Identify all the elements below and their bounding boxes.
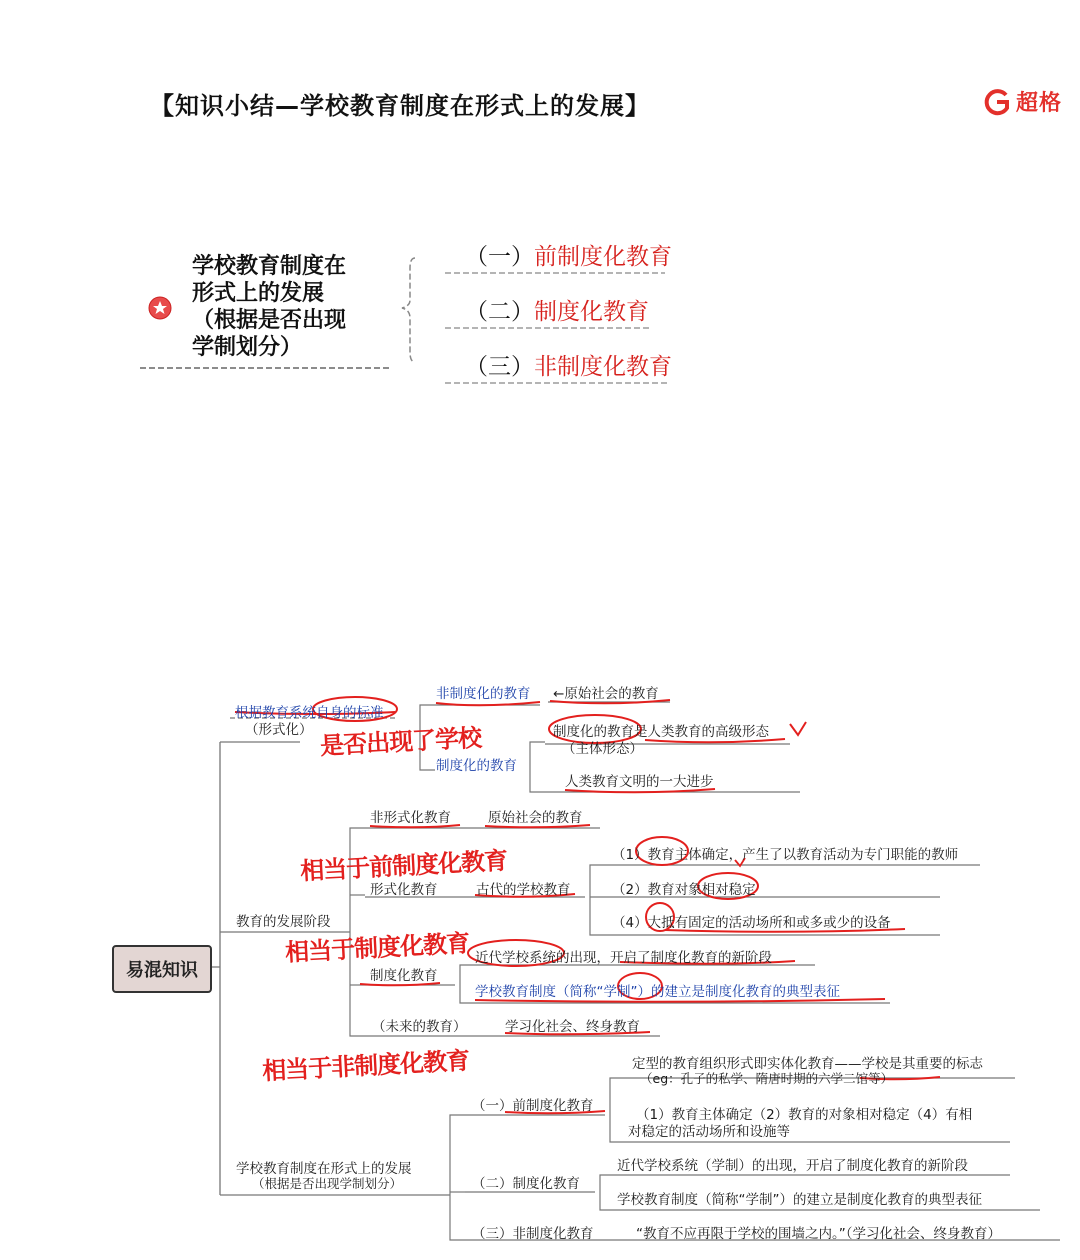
b3-non-inst-val: “教育不应再限于学校的围墙之内。”（学习化社会、终身教育）: [636, 1226, 1001, 1242]
b2-inst: 制度化教育: [370, 968, 438, 984]
b3-pre-desc-4: 对稳定的活动场所和设施等: [628, 1124, 790, 1140]
summary-item-label: 前制度化教育: [534, 244, 672, 270]
b3-pre-desc-3: （1）教育主体确定（2）教育的对象相对稳定（4）有相: [636, 1107, 973, 1123]
summary-item-3: [465, 348, 672, 381]
b1-inst-val2: 人类教育文明的一大进步: [565, 774, 714, 790]
b3-inst: （二）制度化教育: [472, 1176, 580, 1192]
b2-formal-val: 古代的学校教育: [476, 882, 571, 898]
logo-g-icon: [982, 87, 1012, 117]
summary-item-1: [465, 238, 672, 271]
logo-text: 超格: [1016, 91, 1063, 116]
b1-label: 根据教育系统自身的标准: [235, 705, 384, 721]
summary-topic-line3: （根据是否出现: [192, 308, 347, 333]
summary-topic-line1: 学校教育制度在: [192, 254, 347, 279]
b1-inst-val1-note: （主体形态）: [562, 741, 643, 757]
b2-formal: 形式化教育: [370, 882, 438, 898]
b2-formal-pt-2: （2）教育对象相对稳定: [612, 882, 756, 898]
b2-future: （未来的教育）: [372, 1019, 467, 1035]
b2-future-val: 学习化社会、终身教育: [505, 1019, 640, 1035]
b3-pre: （一）前制度化教育: [472, 1098, 594, 1114]
b2-inst-pt-2: 学校教育制度（简称“学制”）的建立是制度化教育的典型表征: [475, 984, 840, 1000]
brand-logo: [982, 86, 1062, 117]
star-icon: [148, 296, 172, 320]
handwritten-note-1: 是否出现了学校: [319, 722, 482, 761]
b2-non-formal: 非形式化教育: [370, 810, 451, 826]
b3-pre-desc-1: 定型的教育组织形式即实体化教育——学校是其重要的标志: [632, 1056, 983, 1072]
b1-inst-val1: 制度化的教育是人类教育的高级形态: [553, 724, 769, 740]
b3-inst-pt-2: 学校教育制度（简称“学制”）的建立是制度化教育的典型表征: [617, 1192, 982, 1208]
summary-item-label: 非制度化教育: [534, 354, 672, 380]
b2-label: 教育的发展阶段: [236, 914, 331, 930]
summary-topic-line4: 学制划分）: [192, 335, 303, 360]
b2-formal-pt-1: （1）教育主体确定，产生了以教育活动为专门职能的教师: [612, 847, 959, 863]
b1-non-inst: 非制度化的教育: [436, 686, 531, 702]
b3-non-inst: （三）非制度化教育: [472, 1226, 594, 1242]
b2-non-formal-val: 原始社会的教育: [488, 810, 583, 826]
summary-item-num: （三）: [465, 354, 534, 380]
summary-item-2: [465, 293, 649, 326]
b3-inst-pt-1: 近代学校系统（学制）的出现，开启了制度化教育的新阶段: [617, 1158, 968, 1174]
summary-item-num: （二）: [465, 299, 534, 325]
summary-topic-line2: 形式上的发展: [192, 281, 325, 306]
mindmap-root: 易混知识: [112, 945, 212, 993]
b3-label2: （根据是否出现学制划分）: [252, 1176, 403, 1191]
b2-inst-pt-1: 近代学校系统的出现，开启了制度化教育的新阶段: [475, 950, 772, 966]
summary-item-label: 制度化教育: [534, 299, 649, 325]
handwritten-note-2: 相当于前制度化教育: [299, 845, 508, 886]
b2-formal-pt-3: （4）大抵有固定的活动场所和或多或少的设备: [612, 915, 891, 931]
b1-inst: 制度化的教育: [436, 758, 517, 774]
b1-non-inst-val: ←原始社会的教育: [553, 686, 659, 702]
page-title: 【知识小结—学校教育制度在形式上的发展】: [150, 92, 650, 120]
summary-item-num: （一）: [465, 244, 534, 270]
handwritten-note-3: 相当于制度化教育: [284, 928, 470, 967]
b1-label2: （形式化）: [245, 722, 313, 738]
handwritten-note-4: 相当于非制度化教育: [261, 1045, 470, 1086]
b3-label: 学校教育制度在形式上的发展: [236, 1161, 412, 1177]
summary-topic: [192, 253, 346, 361]
b3-pre-desc-2: （eg：孔子的私学、隋唐时期的六学二馆等）: [640, 1071, 894, 1086]
